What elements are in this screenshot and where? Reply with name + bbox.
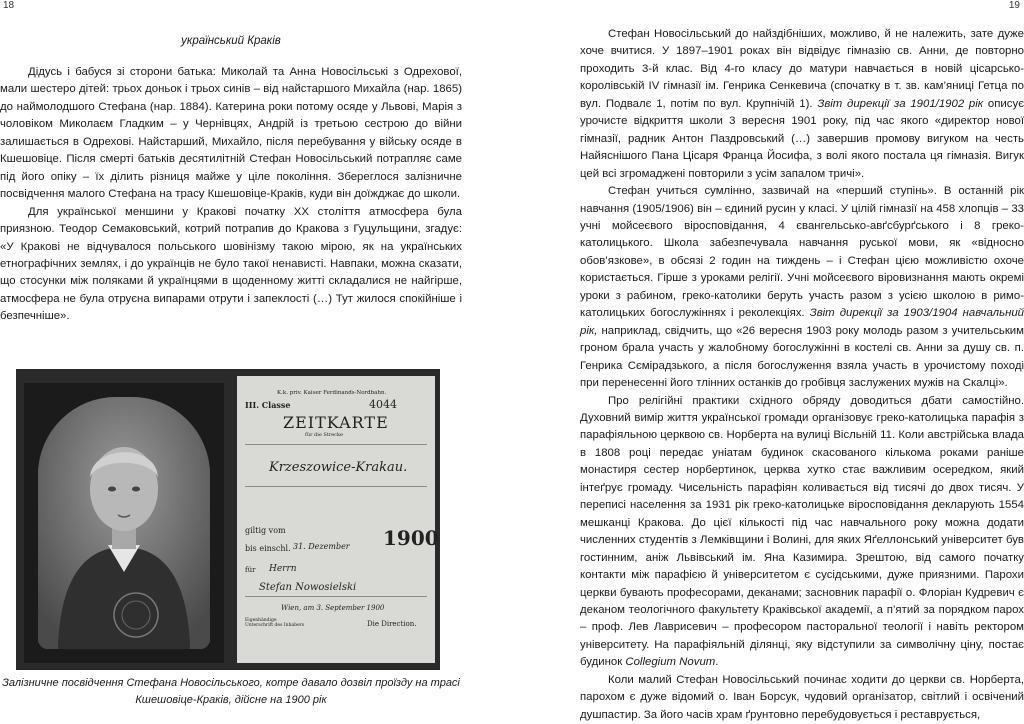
text-run: Про релігійні практики східного обряду доводиться дбати самостійно. Духовний вимір життя української громади організовує греко-католицька парафія з парафіяльною церквою св. Норберта на вулиці Вісльній 11. Коли австрійська влада в 1808 році передає уніатам будинок скасованого кількома роками раніше монастиря сестер норбертинок, церква хутко стає важливим осередком, який інтеґрує громаду. Чисельність парафіян коливається від тисячі до двох тисяч. У переписі населення за 1931 рік греко-католицьке віросповідання декларують 1554 мешканці Кракова. До цієї кількості під час навчального року можна додати численних студентів з Лемківщини і Волині, для яких Яґеллонський університет був гостинним, аніж Львівський ім. Яна Казимира. Зрештою, від самого початку контакти між парафією й університетом є сусідськими, дуже приязними. Парохи церкви бувають професорами, деканами; засновник парафії о. Флоріан Кудревич є деканом теологічного факультету Краківської академії, а п’ятий за порядком парох – проф. Лев Лаврисевич – професором пасторальної теології і навіть ректором університету. На парафіяльній ділянці, яку відступили за символічну ціну, постає будинок	[580, 394, 1024, 669]
right-body-text	[580, 26, 1024, 724]
valid-until-label: bis einschl.	[245, 544, 291, 553]
ticket-year: 1900	[383, 526, 439, 550]
report-title-italic: Звіт дирекції за 1903/1904 навчальний рік,	[580, 307, 1024, 337]
boy-portrait	[38, 397, 210, 649]
paragraph	[580, 26, 1024, 183]
report-title-italic: Звіт дирекції за 1901/1902 рік	[817, 97, 984, 110]
text-run: Стефан учиться сумлінно, зазвичай на «перший ступінь». В останній рік навчання (1905/1906) він – єдиний русин у класі. У цілій гімназії на 458 хлопців – 33 учні мойсеєвого віросповідання, 4 євангельсько-авґсбурґського і 8 греко-католицького. Школа забезпечувала навчання руської мови, як «відносно обов’язкове», в обсязі 2 годин на тиждень – і Стефан цією можливістю охоче користається. Гірше з уроками релігії. Учні мойсеєвого віровизнання мають окремі уроки з рабином, греко-католики беруть участь разом з усією школою в римо-католицьких богослужіннях і реколекціях.	[580, 185, 1024, 320]
ticket-title: ZEITKARTE	[283, 413, 389, 432]
ticket-subtitle: für die Strecke	[305, 432, 343, 438]
left-body-text	[0, 64, 462, 326]
issue-place-date: Wien, am 3. September 1900	[281, 604, 385, 612]
text-run: наприклад, свідчить, що «26 вересня 1903 року молодь разом з учительським гроном брала участь у жалобному богослужінні в костелі св. Анни за душу св. п. Генрика Сємірадзького, а після богослуження взяла участь в урочистому поході при перенесенні його тлінних останків до гробівця заслужених мужів на Скалці».	[580, 324, 1024, 390]
railway-ticket	[237, 376, 439, 663]
valid-until-value: 31. Dezember	[293, 542, 350, 551]
valid-from-label: giltig vom	[245, 526, 286, 535]
left-page	[0, 0, 512, 722]
running-header: український Краків	[181, 35, 281, 47]
text-run: Стефан Новосільський до найздібніших, можливо, й не належить, зате дуже хоче вчитися. У 1897–1901 роках він відвідує гімназію св. Анни, де повторно проходить 3-й клас. Від 4-го класу до матури навчається в новій цісарсько-королівській IV гімназії ім. Генрика Сенкевича (спочатку в т. зв. кам’яниці Гетца по вул. Подвалє 1, потім по вул. Крупнічій 1).	[580, 28, 1024, 110]
text-run: Коли малий Стефан Новосільський починає ходити до церкви св. Норберта, парохом є дуже відомий о. Іван Борсук, чудовий організатор, світлий і освічений душпастир. За його часів храм ґрунтовно перебудовується і реставрується,	[580, 673, 1024, 721]
holder-title: Herrn	[269, 564, 297, 574]
ticket-route: Krzeszowice-Krakau.	[269, 460, 408, 475]
signature-label: Eigenhändige Unterschrift des Inhabers	[245, 618, 305, 628]
page-number-left: 18	[3, 0, 15, 11]
paragraph	[580, 393, 1024, 672]
ticket-company: K.k. priv. Kaiser Ferdinands-Nordbahn.	[277, 390, 387, 396]
portrait-card	[24, 383, 224, 663]
ticket-number: 4044	[369, 398, 397, 411]
direction-label: Die Direction.	[367, 620, 417, 628]
page-number-right: 19	[1008, 0, 1020, 11]
text-run: описує урочисте відкриття школи 3 вересня 1901 року, під час якого «директор нової гімназії, радник Антон Паздровський (…) завершив промову вигуком на честь Найяснішого Пана Цісаря Франца Йосифа, з волі якого постала ця гімназія. Вигук цей всі згромаджені повторили з усім запалом тричі».	[580, 97, 1024, 180]
boy-portrait-image	[38, 397, 210, 649]
ticket-photo	[16, 369, 440, 670]
right-page	[512, 0, 1024, 722]
building-name-italic: Collegium Novum	[625, 656, 716, 669]
paragraph: Для української меншини у Кракові початку XX століття атмосфера була приязною. Теодор Семаковський, котрий потрапив до Кракова з Гуцульщини, згадує: «У Кракові не відчувалося польського шовінізму такою мірою, як на українських етнографічних землях, і до українців не було такої ненависті. Навпаки, можна сказати, що стосунки між поляками й українцями в щоденному житті складалися не найгірше, атмосфера не була отруєна випарами отрути і запеклості (…) Тут жилося спокійніше і безпечніше».	[0, 205, 462, 323]
text-run: .	[715, 656, 719, 669]
holder-prefix: für	[245, 566, 256, 574]
paragraph	[580, 183, 1024, 392]
ticket-class: III. Classe	[245, 400, 291, 410]
photo-caption: Залізничне посвідчення Стефана Новосільського, котре давало дозвіл проїзду на трасі Кшешовіце-Краків, дійсне на 1900 рік	[2, 677, 460, 706]
paragraph: Дідусь і бабуся зі сторони батька: Миколай та Анна Новосільські з Одрехової, мали шестеро дітей: трьох доньок і трьох синів – від найстаршого Михайла (нар. 1865) до наймолодшого Стефана (нар. 1884). Катерина роки потому осяде у Львові, Марія з чоловіком Миколаєм Гладким – у Чернівцях, Андрій із третьою сестрою до війни залишається в Одрехові. Найстарший, Михайло, після перебування у війську осяде в Кшешовіце. Після смерті батьків десятилітній Стефан Новосільський потрапляє саме під його опіку – їх ділить різниця майже у ціле покоління. Збереглося залізничне посвідчення малого Стефана на трасу Кшешовіце-Краків, куди він доїжджає до школи.	[0, 66, 462, 201]
paragraph	[580, 672, 1024, 724]
holder-name: Stefan Nowosielski	[259, 582, 357, 593]
